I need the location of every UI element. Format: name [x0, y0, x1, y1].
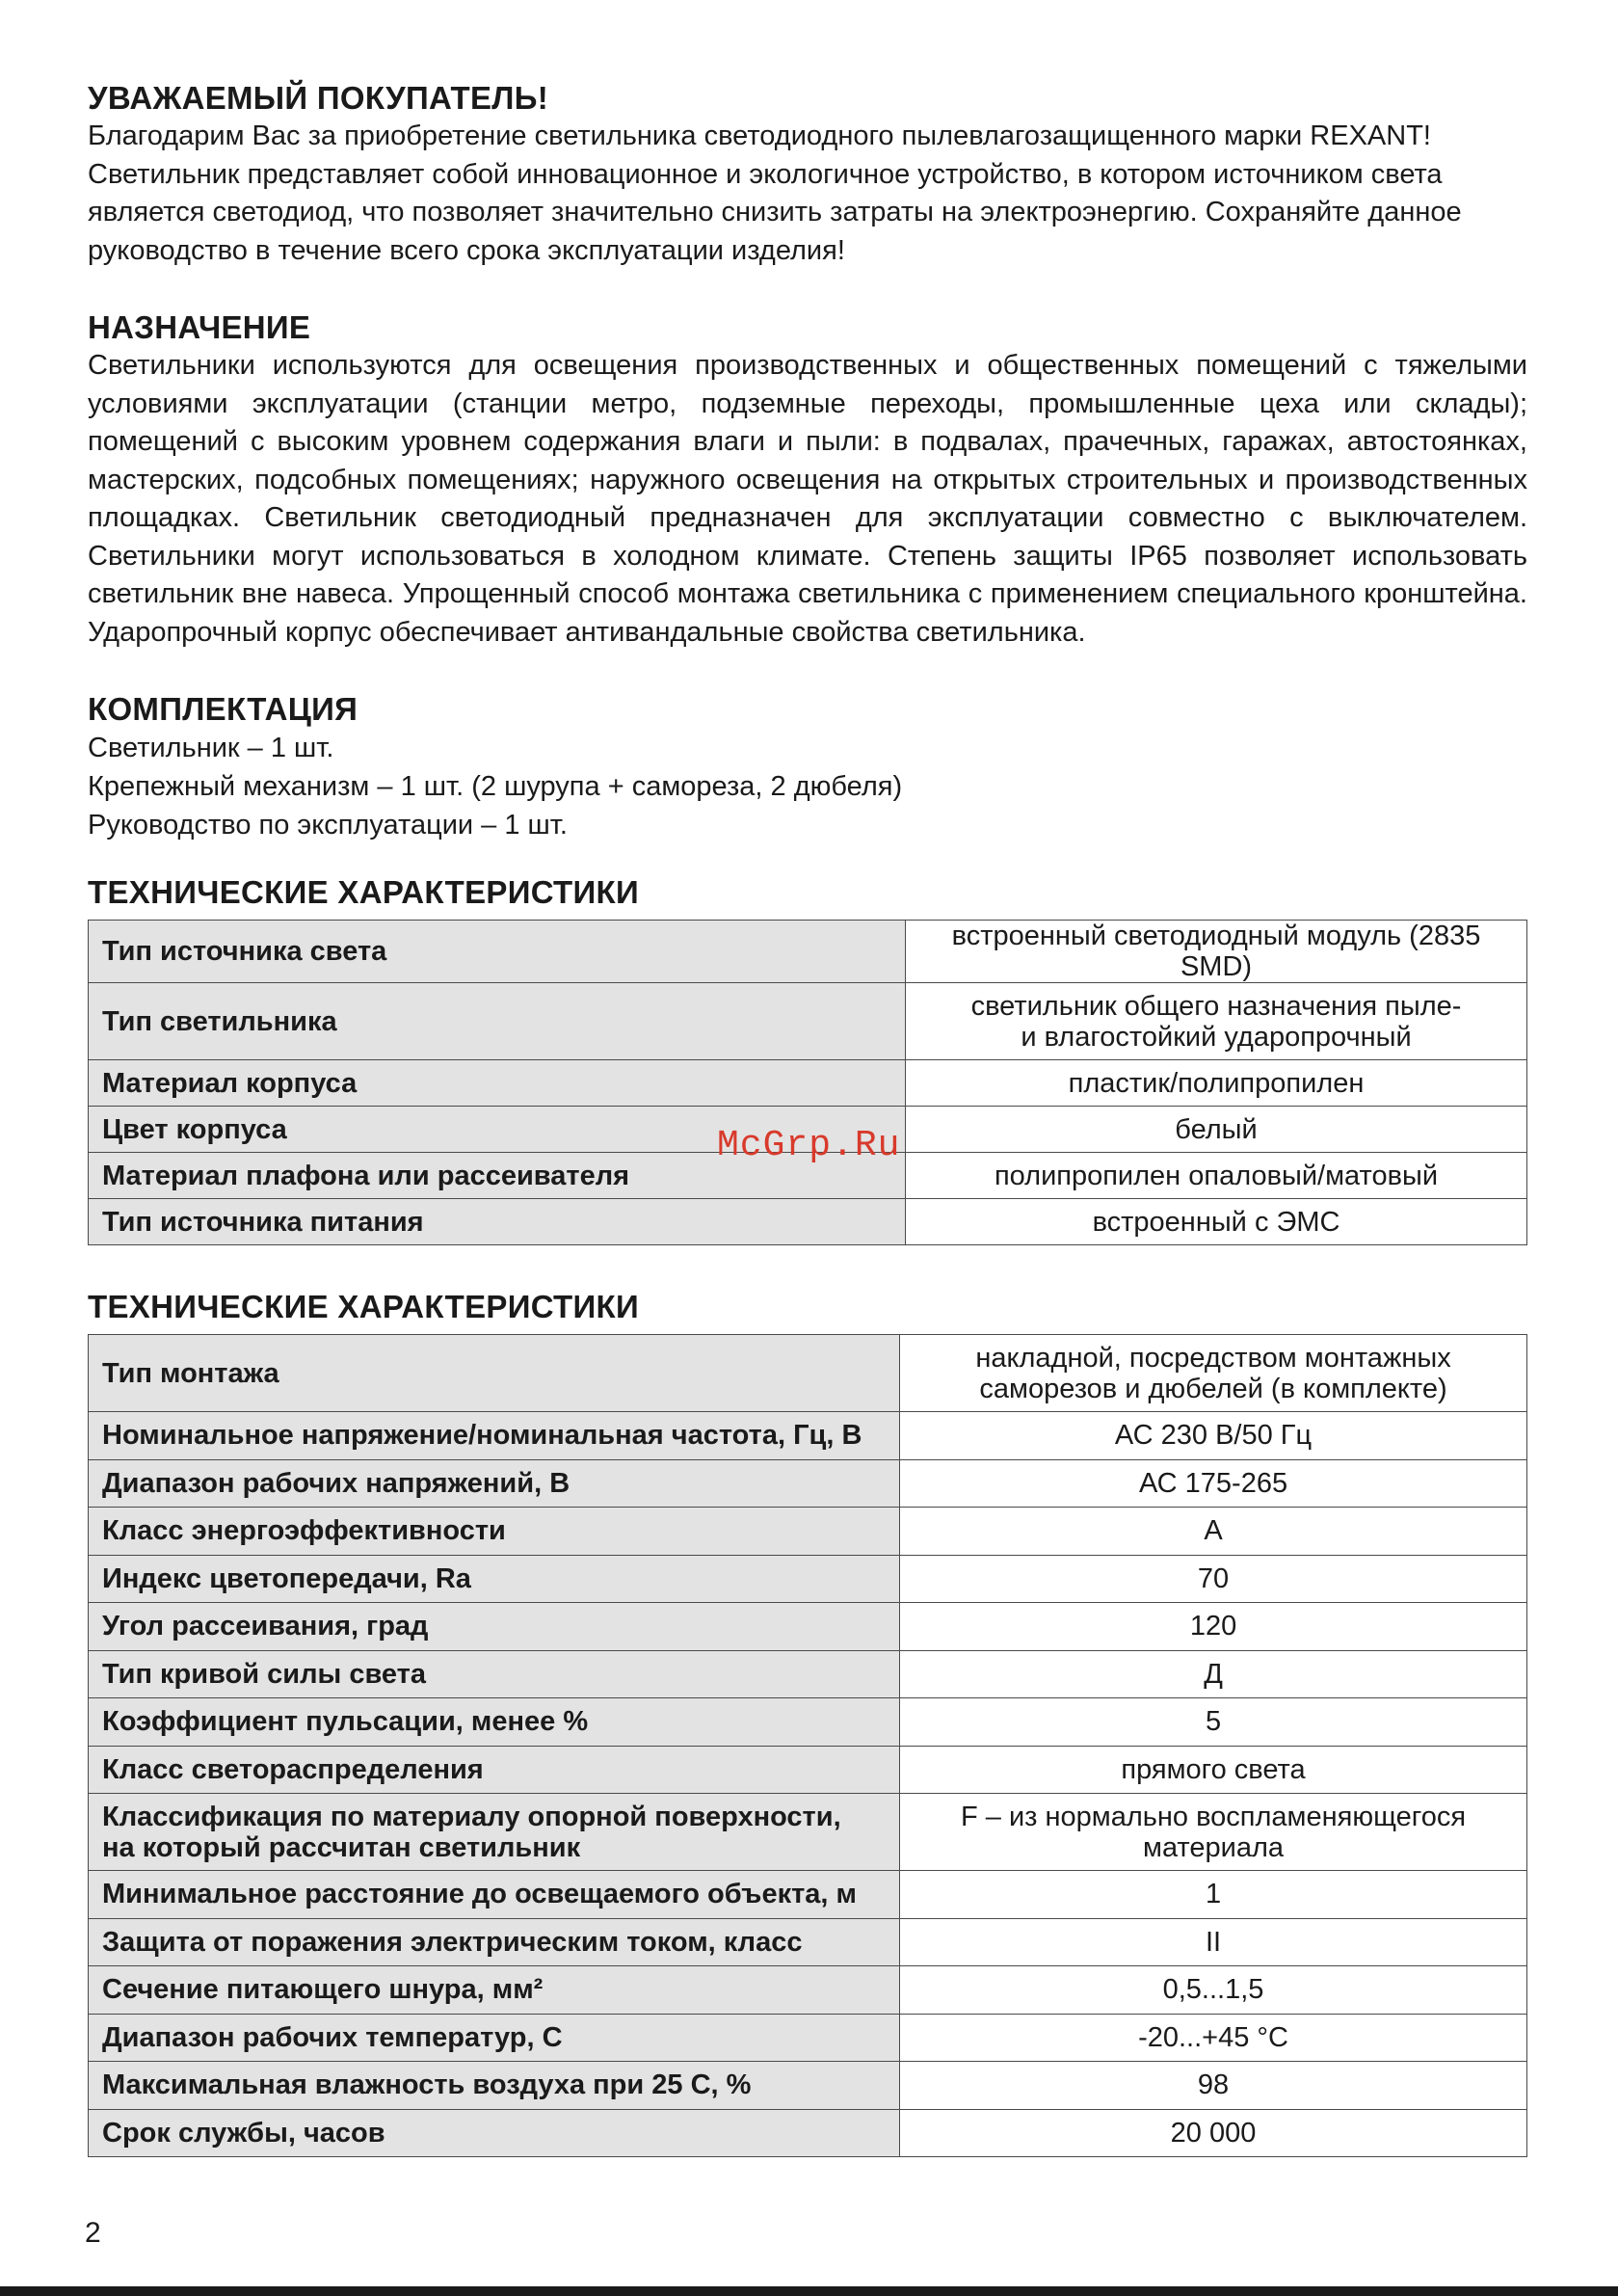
- intro-section: [88, 79, 1527, 270]
- spec-key: Класс светораспределения: [89, 1746, 900, 1794]
- spec-value: белый: [906, 1107, 1527, 1153]
- spec-value: светильник общего назначения пыле- и влагостойкий ударопрочный: [906, 983, 1527, 1060]
- spec-key: Угол рассеивания, град: [89, 1603, 900, 1651]
- watermark: McGrp.Ru: [717, 1125, 901, 1166]
- package-item: Руководство по эксплуатации – 1 шт.: [88, 810, 568, 841]
- spec-key: Коэффициент пульсации, менее %: [89, 1698, 900, 1747]
- spec-row: [89, 1746, 1527, 1794]
- spec-value: F – из нормально воспламеняющегося материала: [900, 1794, 1527, 1871]
- package-item: Крепежный механизм – 1 шт. (2 шурупа + самореза, 2 дюбеля): [88, 771, 903, 802]
- spec-row: [89, 1918, 1527, 1966]
- spec-value: полипропилен опаловый/матовый: [906, 1153, 1527, 1199]
- purpose-title: НАЗНАЧЕНИЕ: [88, 309, 311, 345]
- spec-value: 5: [900, 1698, 1527, 1747]
- spec-row: [89, 983, 1527, 1060]
- spec-row: [89, 1060, 1527, 1107]
- spec-row: [89, 1794, 1527, 1871]
- spec-row: [89, 1603, 1527, 1651]
- spec-key: Тип кривой силы света: [89, 1650, 900, 1698]
- spec-key: Диапазон рабочих температур, С: [89, 2014, 900, 2062]
- spec-row: [89, 921, 1527, 983]
- spec-key: Защита от поражения электрическим током, класс: [89, 1918, 900, 1966]
- spec-row: [89, 2062, 1527, 2110]
- spec-key: Максимальная влажность воздуха при 25 С, %: [89, 2062, 900, 2110]
- spec-value: II: [900, 1918, 1527, 1966]
- specs2-title: ТЕХНИЧЕСКИЕ ХАРАКТЕРИСТИКИ: [88, 1289, 639, 1324]
- spec-row: [89, 1871, 1527, 1919]
- bottom-bar: [0, 2286, 1618, 2296]
- spec-value: накладной, посредством монтажных саморезов и дюбелей (в комплекте): [900, 1335, 1527, 1412]
- page-number: 2: [85, 2217, 101, 2249]
- spec-value: АС 175-265: [900, 1459, 1527, 1508]
- spec-value: 1: [900, 1871, 1527, 1919]
- spec-key: Минимальное расстояние до освещаемого объекта, м: [89, 1871, 900, 1919]
- package-section: [88, 690, 1527, 844]
- spec-key: Индекс цветопередачи, Ra: [89, 1555, 900, 1603]
- spec-key: Номинальное напряжение/номинальная частота, Гц, В: [89, 1412, 900, 1460]
- purpose-section: [88, 308, 1527, 652]
- spec-value: встроенный с ЭМС: [906, 1199, 1527, 1245]
- package-list: [88, 729, 1527, 844]
- spec-value: 120: [900, 1603, 1527, 1651]
- spec-value: Д: [900, 1650, 1527, 1698]
- spec-value: 20 000: [900, 2109, 1527, 2157]
- spec-row: [89, 1555, 1527, 1603]
- specs2-section: [88, 1288, 1527, 2157]
- spec-row: [89, 1650, 1527, 1698]
- spec-row: [89, 2014, 1527, 2062]
- spec-key: Цвет корпуса: [89, 1107, 906, 1153]
- spec-value: прямого света: [900, 1746, 1527, 1794]
- spec-row: [89, 1199, 1527, 1245]
- spec-row: [89, 2109, 1527, 2157]
- spec-value: -20...+45 °С: [900, 2014, 1527, 2062]
- specs1-table: [88, 920, 1527, 1245]
- spec-key: Сечение питающего шнура, мм²: [89, 1966, 900, 2015]
- spec-value: А: [900, 1508, 1527, 1556]
- spec-row: [89, 1459, 1527, 1508]
- spec-key: Тип светильника: [89, 983, 906, 1060]
- spec-row: [89, 1508, 1527, 1556]
- spec-value: 0,5...1,5: [900, 1966, 1527, 2015]
- spec-key: Материал плафона или рассеивателя: [89, 1153, 906, 1199]
- spec-key: Тип монтажа: [89, 1335, 900, 1412]
- spec-key: Диапазон рабочих напряжений, В: [89, 1459, 900, 1508]
- spec-key: Тип источника света: [89, 921, 906, 983]
- spec-key: Материал корпуса: [89, 1060, 906, 1107]
- purpose-text: Светильники используются для освещения производственных и общественных помещений с тяжелыми условиями эксплуатации (станции метро, подземные переходы, промышленные цеха или склады); помещений с высоким уровнем содержания влаги и пыли: в подвалах, прачечных, гаражах, автостоянках, мастерских, подсобных помещениях; наружного освещения на открытых строительных и производственных площадках. Светильник светодиодный предназначен для эксплуатации совместно с выключателем. Светильники могут использоваться в холодном климате. Степень защиты IP65 позволяет использовать светильник вне навеса. Упрощенный способ монтажа светильника с применением специального кронштейна. Ударопрочный корпус обеспечивает антивандальные свойства светильника.: [88, 350, 1527, 648]
- spec-row: [89, 1966, 1527, 2015]
- intro-title: УВАЖАЕМЫЙ ПОКУПАТЕЛЬ!: [88, 80, 549, 116]
- spec-key: Классификация по материалу опорной поверхности, на который рассчитан светильник: [89, 1794, 900, 1871]
- specs1-title: ТЕХНИЧЕСКИЕ ХАРАКТЕРИСТИКИ: [88, 874, 639, 910]
- package-item: Светильник – 1 шт.: [88, 733, 334, 763]
- spec-key: Тип источника питания: [89, 1199, 906, 1245]
- spec-value: 70: [900, 1555, 1527, 1603]
- spec-row: [89, 1412, 1527, 1460]
- spec-value: 98: [900, 2062, 1527, 2110]
- spec-value: пластик/полипропилен: [906, 1060, 1527, 1107]
- spec-value: АС 230 В/50 Гц: [900, 1412, 1527, 1460]
- specs2-table: [88, 1334, 1527, 2157]
- spec-key: Класс энергоэффективности: [89, 1508, 900, 1556]
- spec-row: [89, 1335, 1527, 1412]
- spec-value: встроенный светодиодный модуль (2835 SMD): [906, 921, 1527, 983]
- spec-row: [89, 1698, 1527, 1747]
- specs1-section: [88, 873, 1527, 1245]
- package-title: КОМПЛЕКТАЦИЯ: [88, 691, 358, 727]
- spec-key: Срок службы, часов: [89, 2109, 900, 2157]
- intro-text: Благодарим Вас за приобретение светильника светодиодного пылевлагозащищенного марки REXANT! Светильник представляет собой инновационное и экологичное устройство, в котором источником света является светодиод, что позволяет значительно снизить затраты на электроэнергию. Сохраняйте данное руководство в течение всего срока эксплуатации изделия!: [88, 120, 1462, 266]
- document-page: [88, 79, 1527, 2157]
